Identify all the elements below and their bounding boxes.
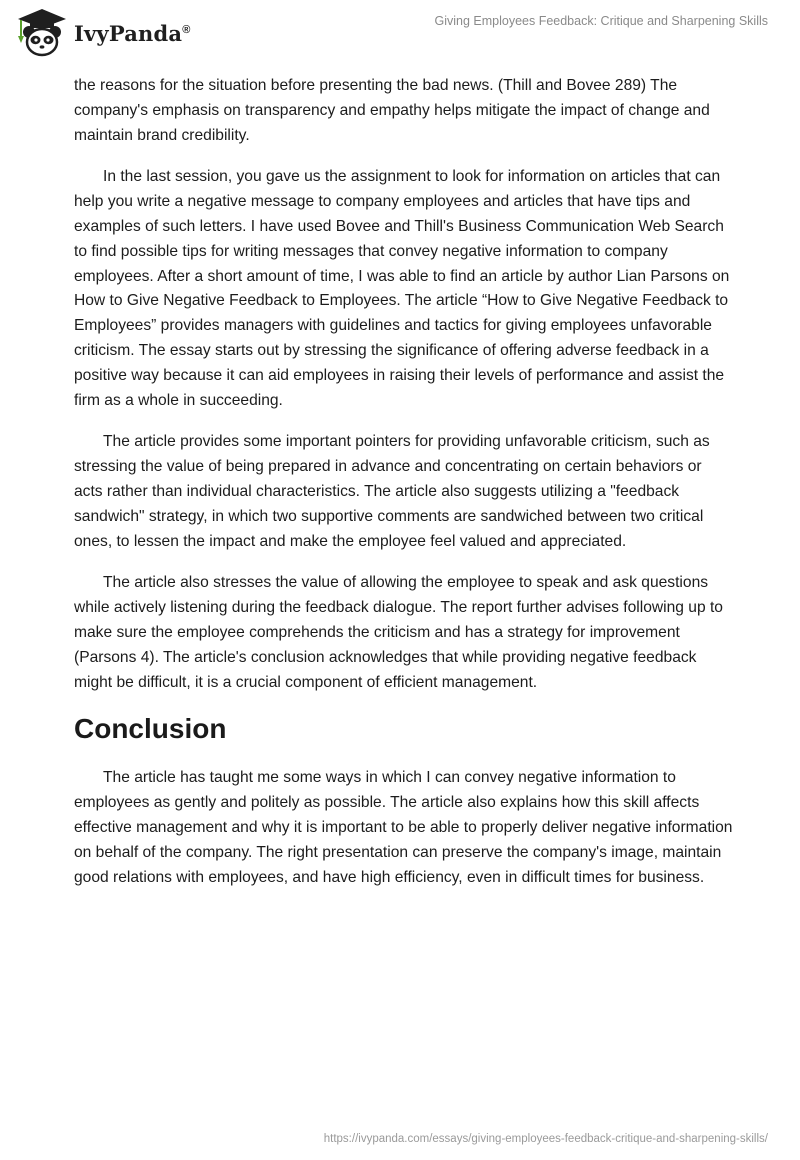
conclusion-heading: Conclusion [74, 713, 227, 745]
source-url[interactable]: https://ivypanda.com/essays/giving-employees-feedback-critique-and-sharpening-skills/ [323, 1133, 768, 1145]
paragraph-conclusion: The article has taught me some ways in which I can convey negative information to employees as gently and politely as possible. The article also explains how this skill affects effective management and why it is important to be able to properly deliver negative information on behalf of the company. The right presentation can preserve the company's image, maintain good relations with employees, and have high efficiency, even in difficult times for business. [74, 769, 733, 886]
paragraph-listening: The article also stresses the value of allowing the employee to speak and ask questions while actively listening during the feedback dialogue. The report further advises following up to make sure the employee comprehends the criticism and has a strategy for improvement (Parsons 4). The article's conclusion acknowledges that while providing negative feedback might be difficult, it is a crucial component of efficient management. [74, 574, 723, 691]
logo-wordmark [74, 21, 191, 46]
page-header [0, 0, 800, 70]
document-title: Giving Employees Feedback: Critique and Sharpening Skills [434, 14, 768, 28]
ivypanda-logo[interactable] [14, 6, 191, 58]
essay-body [74, 74, 734, 907]
panda-graduation-cap-icon [14, 6, 70, 58]
paragraph-assignment: In the last session, you gave us the assignment to look for information on articles that can help you write a negative message to company employees and articles that have tips and examples of such letters. I have used Bovee and Thill's Business Communication Web Search to find possible tips for writing messages that convey negative information to company employees. After a short amount of time, I was able to find an article by author Lian Parsons on How to Give Negative Feedback to Employees. The article “How to Give Negative Feedback to Employees” provides managers with guidelines and tactics for giving employees unfavorable criticism. The essay starts out by stressing the significance of offering adverse feedback in a positive way because it can aid employees in raising their levels of performance and assist the firm as a whole in succeeding. [74, 168, 730, 409]
registered-mark: ® [182, 23, 191, 36]
paragraph-continued: the reasons for the situation before presenting the bad news. (Thill and Bovee 289) The company's emphasis on transparency and empathy helps mitigate the impact of change and maintain brand credibility. [74, 77, 710, 144]
paragraph-pointers: The article provides some important pointers for providing unfavorable criticism, such as stressing the value of being prepared in advance and concentrating on certain behaviors or acts rather than individual characteristics. The article also suggests utilizing a "feedback sandwich" strategy, in which two supportive comments are sandwiched between two critical ones, to lessen the impact and make the employee feel valued and appreciated. [74, 433, 710, 550]
logo-text: IvyPanda [74, 20, 183, 46]
